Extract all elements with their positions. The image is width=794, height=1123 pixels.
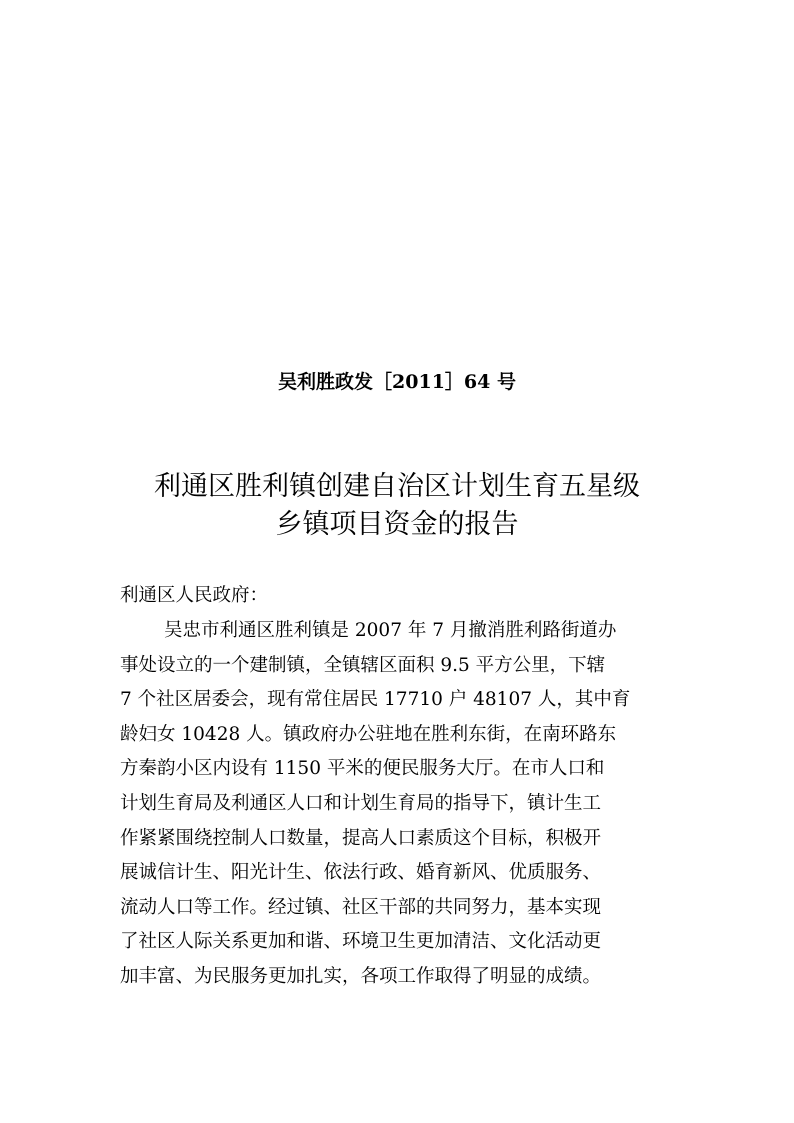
title-line-2: 乡镇项目资金的报告	[275, 509, 519, 540]
body-line: 方秦韵小区内设有 1150 平米的便民服务大厅。在市人口和	[120, 758, 605, 780]
body-paragraph	[120, 614, 680, 995]
body-line: 展诚信计生、阳光计生、依法行政、婚育新风、优质服务、	[120, 862, 602, 884]
body-line: 7 个社区居委会，现有常住居民 17710 户 48107 人，其中育	[120, 689, 631, 711]
title-line-1: 利通区胜利镇创建自治区计划生育五星级	[154, 471, 640, 502]
document-number: 吴利胜政发［2011］64 号	[278, 371, 516, 393]
body-line: 加丰富、为民服务更加扎实，各项工作取得了明显的成绩。	[120, 965, 602, 987]
body-line: 作紧紧围绕控制人口数量，提高人口素质这个目标，积极开	[120, 827, 602, 849]
body-line: 流动人口等工作。经过镇、社区干部的共同努力，基本实现	[120, 896, 602, 918]
body-line: 事处设立的一个建制镇，全镇辖区面积 9.5 平方公里，下辖	[120, 654, 606, 676]
document-title	[70, 468, 724, 544]
body-line: 龄妇女 10428 人。镇政府办公驻地在胜利东街，在南环路东	[120, 723, 617, 745]
body-line: 了社区人际关系更加和谐、环境卫生更加清洁、文化活动更	[120, 931, 602, 953]
body-line: 计划生育局及利通区人口和计划生育局的指导下，镇计生工	[120, 792, 602, 814]
body-line: 吴忠市利通区胜利镇是 2007 年 7 月撤消胜利路街道办	[164, 620, 617, 641]
salutation: 利通区人民政府：	[120, 585, 269, 606]
